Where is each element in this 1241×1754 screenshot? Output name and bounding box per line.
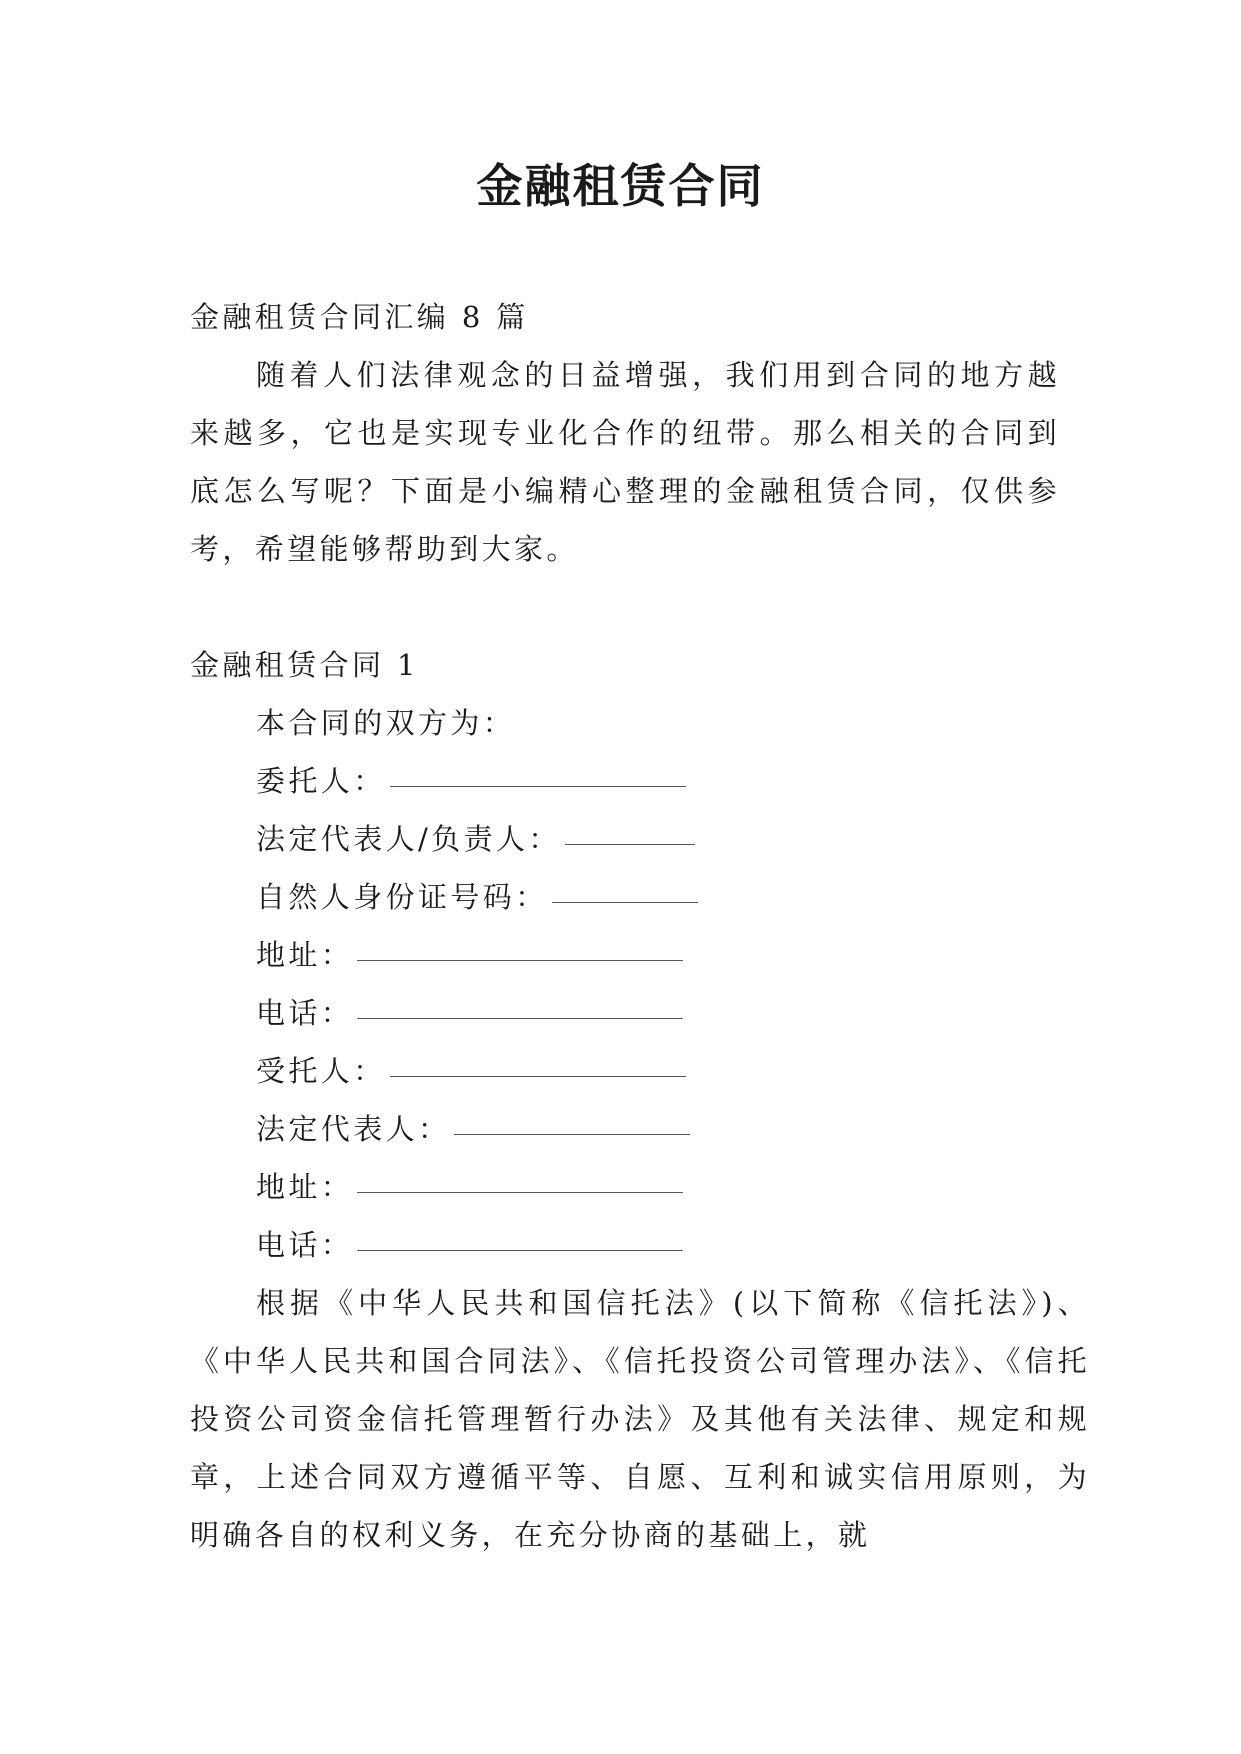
- trustee-field: [190, 1042, 1060, 1100]
- legal-rep-or-head-blank[interactable]: [565, 843, 695, 845]
- id-number-blank[interactable]: [552, 901, 698, 903]
- trustee-phone-label: 电话：: [256, 1228, 354, 1262]
- trustee-address-label: 地址：: [256, 1170, 354, 1204]
- section-heading: 金融租赁合同 1: [190, 648, 419, 682]
- legal-rep-or-head-label: 法定代表人/负责人：: [256, 822, 561, 856]
- trustee-address-field: [190, 1158, 1060, 1216]
- principal-label: 委托人：: [256, 764, 386, 798]
- id-number-field: [190, 868, 1060, 926]
- legal-rep-label: 法定代表人：: [256, 1112, 451, 1146]
- principal-blank[interactable]: [390, 785, 686, 787]
- phone-label: 电话：: [256, 996, 354, 1030]
- address-field: [190, 926, 1060, 984]
- legal-rep-or-head-field: [190, 810, 1060, 868]
- trustee-phone-field: [190, 1216, 1060, 1274]
- document-subtitle: 金融租赁合同汇编 8 篇: [190, 300, 529, 334]
- intro-paragraph: 随着人们法律观念的日益增强，我们用到合同的地方越来越多，它也是实现专业化合作的纽带。那么相关的合同到底怎么写呢？下面是小编精心整理的金融租赁合同，仅供参考，希望能够帮助到大家。: [190, 358, 1060, 566]
- id-number-label: 自然人身份证号码：: [256, 880, 548, 914]
- legal-rep-blank[interactable]: [454, 1133, 690, 1135]
- document-title: 金融租赁合同: [476, 159, 765, 213]
- parties-label: 本合同的双方为：: [256, 706, 516, 740]
- phone-field: [190, 984, 1060, 1042]
- phone-blank[interactable]: [357, 1017, 683, 1019]
- address-blank[interactable]: [357, 959, 683, 961]
- address-label: 地址：: [256, 938, 354, 972]
- document-body: [190, 288, 1090, 1564]
- trustee-address-blank[interactable]: [357, 1191, 683, 1193]
- legal-rep-field: [190, 1100, 1060, 1158]
- principal-field: [190, 752, 1060, 810]
- trustee-blank[interactable]: [390, 1075, 686, 1077]
- trustee-label: 受托人：: [256, 1054, 386, 1088]
- trustee-phone-blank[interactable]: [357, 1249, 683, 1251]
- basis-paragraph: 根据《中华人民共和国信托法》(以下简称《信托法》)、《中华人民共和国合同法》、《信托投资公司管理办法》、《信托投资公司资金信托管理暂行办法》及其他有关法律、规定和规章，上述合同双方遵循平等、自愿、互利和诚实信用原则，为明确各自的权利义务，在充分协商的基础上，就: [190, 1286, 1090, 1552]
- spacer: [190, 578, 1060, 636]
